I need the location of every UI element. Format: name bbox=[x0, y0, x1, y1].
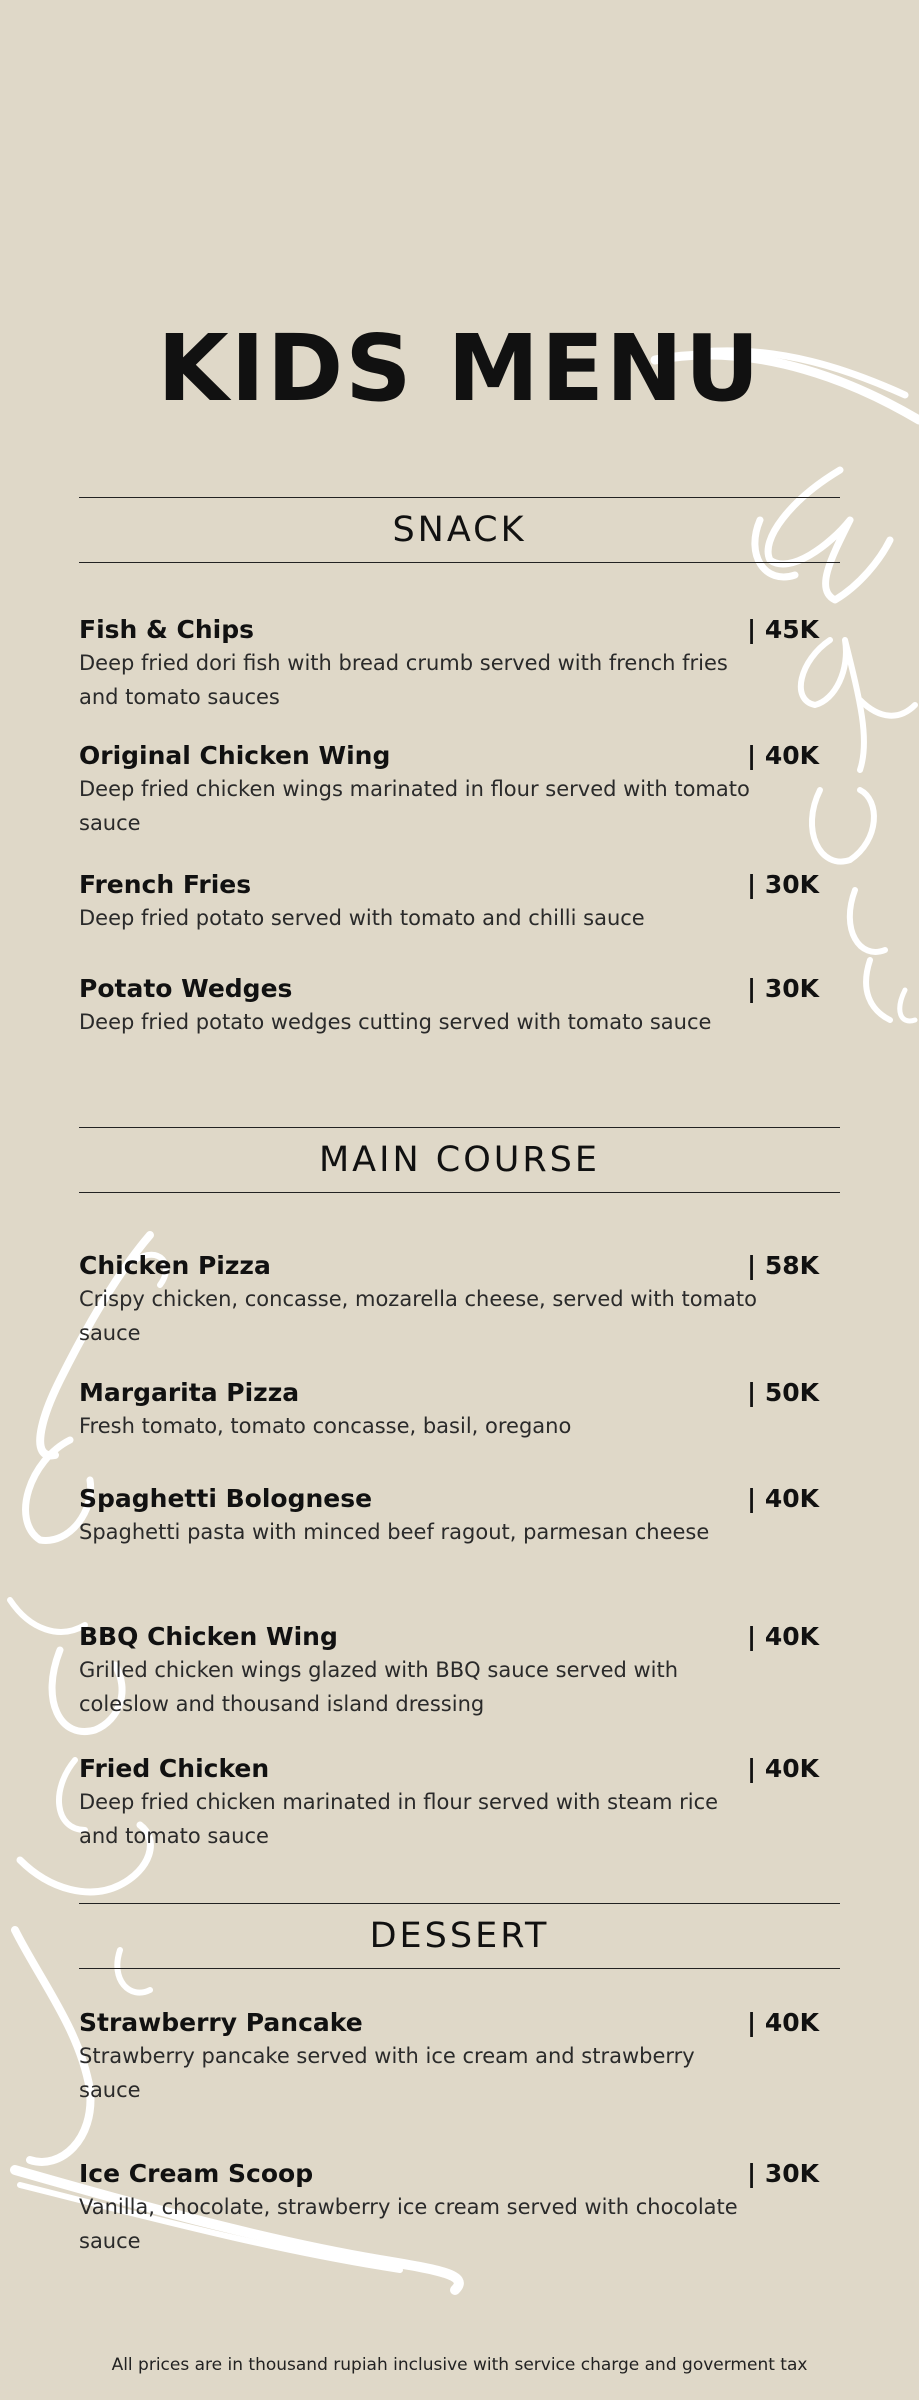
menu-item-description: Vanilla, chocolate, strawberry ice cream served with chocolate sauce bbox=[79, 2195, 738, 2253]
menu-item-description: Deep fried potato served with tomato and chilli sauce bbox=[79, 906, 645, 930]
menu-item bbox=[79, 2158, 819, 2258]
menu-item bbox=[79, 2007, 819, 2107]
menu-item-price: | 50K bbox=[747, 1378, 819, 1407]
section-heading-snack bbox=[79, 497, 840, 563]
menu-item-description: Deep fried potato wedges cutting served with tomato sauce bbox=[79, 1010, 712, 1034]
menu-item-name: BBQ Chicken Wing bbox=[79, 1622, 338, 1651]
menu-item bbox=[79, 1377, 819, 1443]
menu-item-description: Grilled chicken wings glazed with BBQ sauce served with coleslow and thousand island dressing bbox=[79, 1658, 679, 1716]
menu-item-description: Spaghetti pasta with minced beef ragout, parmesan cheese bbox=[79, 1520, 710, 1544]
menu-item-name: Spaghetti Bolognese bbox=[79, 1484, 373, 1513]
menu-item bbox=[79, 614, 819, 714]
menu-item-description: Deep fried chicken marinated in flour served with steam rice and tomato sauce bbox=[79, 1790, 719, 1848]
menu-item-name: Chicken Pizza bbox=[79, 1251, 271, 1280]
section-heading-label: DESSERT bbox=[369, 1916, 550, 1956]
menu-item-description: Deep fried dori fish with bread crumb served with french fries and tomato sauces bbox=[79, 651, 728, 709]
section-heading-main-course bbox=[79, 1127, 840, 1193]
menu-item-description: Fresh tomato, tomato concasse, basil, oregano bbox=[79, 1414, 572, 1438]
menu-item-price: | 30K bbox=[747, 974, 819, 1003]
menu-item-price: | 58K bbox=[747, 1251, 819, 1280]
menu-item bbox=[79, 1621, 819, 1721]
menu-item-price: | 30K bbox=[747, 870, 819, 899]
section-heading-dessert bbox=[79, 1903, 840, 1969]
menu-item-description: Deep fried chicken wings marinated in flour served with tomato sauce bbox=[79, 777, 750, 835]
page-title: KIDS MENU bbox=[157, 315, 762, 422]
menu-item-price: | 30K bbox=[747, 2159, 819, 2188]
menu-item bbox=[79, 973, 819, 1039]
menu-item-name: Fish & Chips bbox=[79, 615, 255, 644]
section-heading-label: SNACK bbox=[392, 510, 527, 550]
price-disclaimer-footer: All prices are in thousand rupiah inclusive with service charge and goverment tax bbox=[111, 2355, 808, 2375]
menu-item-price: | 45K bbox=[747, 615, 819, 644]
menu-item-name: Margarita Pizza bbox=[79, 1378, 300, 1407]
menu-item bbox=[79, 1250, 819, 1350]
menu-item-description: Crispy chicken, concasse, mozarella cheese, served with tomato sauce bbox=[79, 1287, 757, 1345]
menu-item-name: Fried Chicken bbox=[79, 1754, 270, 1783]
menu-item-name: French Fries bbox=[79, 870, 252, 899]
menu-item-name: Original Chicken Wing bbox=[79, 741, 391, 770]
menu-item-name: Strawberry Pancake bbox=[79, 2008, 363, 2037]
menu-item-price: | 40K bbox=[747, 2008, 819, 2037]
menu-item-name: Potato Wedges bbox=[79, 974, 293, 1003]
menu-item bbox=[79, 740, 819, 840]
menu-item-description: Strawberry pancake served with ice cream and strawberry sauce bbox=[79, 2044, 695, 2102]
menu-item-price: | 40K bbox=[747, 741, 819, 770]
menu-item-price: | 40K bbox=[747, 1484, 819, 1513]
menu-item bbox=[79, 1753, 819, 1853]
menu-item bbox=[79, 869, 819, 935]
menu-item-name: Ice Cream Scoop bbox=[79, 2159, 314, 2188]
menu-item-price: | 40K bbox=[747, 1622, 819, 1651]
section-heading-label: MAIN COURSE bbox=[318, 1140, 601, 1180]
menu-item-price: | 40K bbox=[747, 1754, 819, 1783]
menu-item bbox=[79, 1483, 819, 1549]
